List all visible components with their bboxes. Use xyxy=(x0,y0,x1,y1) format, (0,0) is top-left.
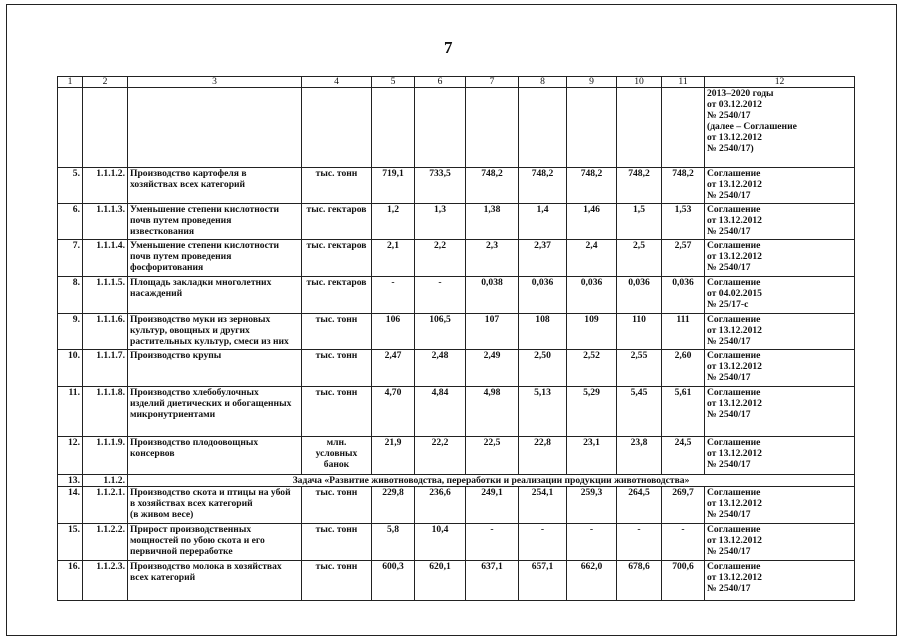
note-cell xyxy=(705,204,855,240)
header-cell: 11 xyxy=(662,77,705,88)
note-cell-line: Соглашение xyxy=(707,561,761,572)
indicator-name xyxy=(128,204,302,240)
row-number: 7. xyxy=(58,240,83,277)
indicator-name-line: хозяйствах всех категорий xyxy=(130,179,246,190)
value-cell: 0,036 xyxy=(519,277,567,314)
value-cell: 22,5 xyxy=(466,437,519,475)
empty-cell xyxy=(466,88,519,168)
indicator-name-line: культур, овощных и других xyxy=(130,325,250,336)
row-number: 14. xyxy=(58,487,83,524)
unit-cell xyxy=(302,487,372,524)
header-cell: 5 xyxy=(372,77,415,88)
note-cell-line: от 13.12.2012 xyxy=(707,179,762,190)
value-cell: 107 xyxy=(466,314,519,350)
note-cell xyxy=(705,88,855,168)
indicator-name-line: Производство картофеля в xyxy=(130,168,247,179)
table-row xyxy=(58,204,855,240)
note-cell-line: от 13.12.2012 xyxy=(707,448,762,459)
indicator-name xyxy=(128,314,302,350)
value-cell: 1,2 xyxy=(372,204,415,240)
note-cell-line: Соглашение xyxy=(707,314,761,325)
row-number: 15. xyxy=(58,524,83,561)
value-cell: - xyxy=(466,524,519,561)
header-cell: 1 xyxy=(58,77,83,88)
value-cell: 4,98 xyxy=(466,387,519,437)
indicator-name-line: Производство плодоовощных xyxy=(130,437,259,448)
row-number: 9. xyxy=(58,314,83,350)
unit-cell-line: млн. xyxy=(326,437,347,448)
note-cell xyxy=(705,487,855,524)
value-cell: 0,036 xyxy=(617,277,662,314)
note-cell-line: от 13.12.2012 xyxy=(707,251,762,262)
value-cell: - xyxy=(372,277,415,314)
value-cell: 110 xyxy=(617,314,662,350)
empty-cell xyxy=(662,88,705,168)
value-cell: 111 xyxy=(662,314,705,350)
note-cell-line: от 13.12.2012 xyxy=(707,361,762,372)
row-code: 1.1.1.4. xyxy=(83,240,128,277)
indicator-name-line: Производство молока в хозяйствах xyxy=(130,561,282,572)
row-code: 1.1.1.8. xyxy=(83,387,128,437)
row-number: 6. xyxy=(58,204,83,240)
row-code: 1.1.2.1. xyxy=(83,487,128,524)
note-cell-line: № 2540/17 xyxy=(707,409,751,420)
indicator-name xyxy=(128,350,302,387)
value-cell: 700,6 xyxy=(662,561,705,601)
unit-cell xyxy=(302,314,372,350)
value-cell: 1,38 xyxy=(466,204,519,240)
note-cell-line: от 13.12.2012 xyxy=(707,215,762,226)
unit-cell xyxy=(302,240,372,277)
indicator-name xyxy=(128,277,302,314)
value-cell: 259,3 xyxy=(567,487,617,524)
indicator-name-line: первичной переработке xyxy=(130,546,233,557)
row-code: 1.1.1.9. xyxy=(83,437,128,475)
unit-cell-line: тыс. тонн xyxy=(315,314,358,325)
header-cell: 9 xyxy=(567,77,617,88)
value-cell: 229,8 xyxy=(372,487,415,524)
note-cell-line: Соглашение xyxy=(707,387,761,398)
empty-cell xyxy=(567,88,617,168)
value-cell: 23,1 xyxy=(567,437,617,475)
table-row xyxy=(58,561,855,601)
value-cell: 2,52 xyxy=(567,350,617,387)
value-cell: 637,1 xyxy=(466,561,519,601)
value-cell: 600,3 xyxy=(372,561,415,601)
header-cell: 7 xyxy=(466,77,519,88)
value-cell: 22,2 xyxy=(415,437,466,475)
indicator-name-line: Прирост производственных xyxy=(130,524,252,535)
indicator-name-line: Производство хлебобулочных xyxy=(130,387,259,398)
note-cell xyxy=(705,168,855,204)
value-cell: 5,8 xyxy=(372,524,415,561)
value-cell: 2,37 xyxy=(519,240,567,277)
unit-cell-line: банок xyxy=(323,459,350,470)
empty-cell xyxy=(302,88,372,168)
indicator-name xyxy=(128,561,302,601)
value-cell: 108 xyxy=(519,314,567,350)
indicator-name xyxy=(128,524,302,561)
note-cell-line: № 2540/17 xyxy=(707,262,751,273)
value-cell: - xyxy=(567,524,617,561)
value-cell: 0,036 xyxy=(567,277,617,314)
value-cell: 249,1 xyxy=(466,487,519,524)
unit-cell-line: тыс. тонн xyxy=(315,387,358,398)
value-cell: 2,5 xyxy=(617,240,662,277)
value-cell: 5,29 xyxy=(567,387,617,437)
value-cell: 748,2 xyxy=(617,168,662,204)
note-cell-line: № 2540/17 xyxy=(707,546,751,557)
header-cell: 2 xyxy=(83,77,128,88)
note-cell-line: от 13.12.2012 xyxy=(707,498,762,509)
indicator-name-line: микронутриентами xyxy=(130,409,216,420)
table-row xyxy=(58,314,855,350)
value-cell: 254,1 xyxy=(519,487,567,524)
note-cell-line: от 04.02.2015 xyxy=(707,288,762,299)
value-cell: 620,1 xyxy=(415,561,466,601)
value-cell: 106 xyxy=(372,314,415,350)
value-cell: 22,8 xyxy=(519,437,567,475)
value-cell: 1,53 xyxy=(662,204,705,240)
note-cell-line: от 13.12.2012 xyxy=(707,132,762,143)
value-cell: 269,7 xyxy=(662,487,705,524)
note-cell xyxy=(705,561,855,601)
indicator-name-line: почв путем проведения xyxy=(130,251,232,262)
note-cell-line: от 03.12.2012 xyxy=(707,99,762,110)
value-cell: 264,5 xyxy=(617,487,662,524)
unit-cell xyxy=(302,277,372,314)
value-cell: 748,2 xyxy=(466,168,519,204)
note-cell-line: Соглашение xyxy=(707,168,761,179)
row-number: 13. xyxy=(58,475,83,487)
value-cell: - xyxy=(415,277,466,314)
row-code: 1.1.2. xyxy=(83,475,128,487)
indicator-name-line: консервов xyxy=(130,448,175,459)
note-cell-line: от 13.12.2012 xyxy=(707,535,762,546)
table-row xyxy=(58,277,855,314)
unit-cell xyxy=(302,387,372,437)
value-cell: 4,84 xyxy=(415,387,466,437)
value-cell: 24,5 xyxy=(662,437,705,475)
value-cell: 2,47 xyxy=(372,350,415,387)
empty-cell xyxy=(58,88,83,168)
indicator-name-line: известкования xyxy=(130,226,195,237)
value-cell: - xyxy=(662,524,705,561)
note-cell-line: № 2540/17 xyxy=(707,336,751,347)
row-code: 1.1.2.3. xyxy=(83,561,128,601)
page-number: 7 xyxy=(444,38,453,57)
indicator-name xyxy=(128,240,302,277)
value-cell: 2,4 xyxy=(567,240,617,277)
row-number: 5. xyxy=(58,168,83,204)
note-cell-line: № 2540/17 xyxy=(707,372,751,383)
note-cell-line: № 2540/17 xyxy=(707,190,751,201)
value-cell: 5,13 xyxy=(519,387,567,437)
value-cell: 1,3 xyxy=(415,204,466,240)
value-cell: - xyxy=(519,524,567,561)
row-number: 16. xyxy=(58,561,83,601)
value-cell: 1,5 xyxy=(617,204,662,240)
value-cell: 5,45 xyxy=(617,387,662,437)
value-cell: 2,49 xyxy=(466,350,519,387)
value-cell: 1,46 xyxy=(567,204,617,240)
value-cell: 678,6 xyxy=(617,561,662,601)
unit-cell-line: тыс. гектаров xyxy=(306,240,367,251)
unit-cell xyxy=(302,204,372,240)
table-row xyxy=(58,350,855,387)
value-cell: 2,1 xyxy=(372,240,415,277)
unit-cell-line: тыс. тонн xyxy=(315,524,358,535)
header-cell: 6 xyxy=(415,77,466,88)
note-cell-line: Соглашение xyxy=(707,204,761,215)
value-cell: 662,0 xyxy=(567,561,617,601)
value-cell: 2,50 xyxy=(519,350,567,387)
indicator-name-line: растительных культур, смеси из них xyxy=(130,336,289,347)
note-cell xyxy=(705,314,855,350)
note-cell-line: № 2540/17) xyxy=(707,143,754,154)
indicator-name-line: изделий диетических и обогащенных xyxy=(130,398,292,409)
note-cell-line: (далее – Соглашение xyxy=(707,121,797,132)
table-row xyxy=(58,487,855,524)
unit-cell xyxy=(302,561,372,601)
note-cell-line: Соглашение xyxy=(707,240,761,251)
value-cell: 21,9 xyxy=(372,437,415,475)
value-cell: 719,1 xyxy=(372,168,415,204)
task-row xyxy=(58,475,855,487)
indicator-name-line: Уменьшение степени кислотности xyxy=(130,204,280,215)
row-number: 10. xyxy=(58,350,83,387)
unit-cell xyxy=(302,524,372,561)
note-cell-line: Соглашение xyxy=(707,487,761,498)
unit-cell-line: тыс. тонн xyxy=(315,168,358,179)
note-cell-line: № 2540/17 xyxy=(707,583,751,594)
value-cell: 1,4 xyxy=(519,204,567,240)
row-code: 1.1.2.2. xyxy=(83,524,128,561)
unit-cell-line: тыс. гектаров xyxy=(306,277,367,288)
value-cell: 236,6 xyxy=(415,487,466,524)
value-cell: 657,1 xyxy=(519,561,567,601)
empty-cell xyxy=(128,88,302,168)
note-cell-line: № 2540/17 xyxy=(707,110,751,121)
empty-cell xyxy=(83,88,128,168)
unit-cell-line: условных xyxy=(315,448,358,459)
header-cell: 3 xyxy=(128,77,302,88)
indicator-name xyxy=(128,437,302,475)
empty-cell xyxy=(415,88,466,168)
value-cell: 106,5 xyxy=(415,314,466,350)
value-cell: 2,60 xyxy=(662,350,705,387)
row-number: 11. xyxy=(58,387,83,437)
empty-cell xyxy=(617,88,662,168)
note-cell-line: № 2540/17 xyxy=(707,459,751,470)
note-cell-line: 2013–2020 годы xyxy=(707,88,774,99)
row-code: 1.1.1.2. xyxy=(83,168,128,204)
note-cell-line: Соглашение xyxy=(707,277,761,288)
value-cell: 5,61 xyxy=(662,387,705,437)
indicator-name-line: Производство муки из зерновых xyxy=(130,314,271,325)
value-cell: 109 xyxy=(567,314,617,350)
table-row xyxy=(58,168,855,204)
continuation-row xyxy=(58,88,855,168)
unit-cell-line: тыс. тонн xyxy=(315,350,358,361)
unit-cell-line: тыс. тонн xyxy=(315,487,358,498)
table-row xyxy=(58,240,855,277)
value-cell: 10,4 xyxy=(415,524,466,561)
note-cell-line: Соглашение xyxy=(707,437,761,448)
header-cell: 4 xyxy=(302,77,372,88)
row-code: 1.1.1.6. xyxy=(83,314,128,350)
row-code: 1.1.1.7. xyxy=(83,350,128,387)
header-cell: 12 xyxy=(705,77,855,88)
unit-cell xyxy=(302,437,372,475)
value-cell: 2,55 xyxy=(617,350,662,387)
note-cell-line: № 2540/17 xyxy=(707,509,751,520)
note-cell-line: Соглашение xyxy=(707,350,761,361)
note-cell xyxy=(705,524,855,561)
note-cell-line: № 2540/17 xyxy=(707,226,751,237)
unit-cell-line: тыс. тонн xyxy=(315,561,358,572)
indicator-name-line: фосфоритования xyxy=(130,262,204,273)
indicators-table xyxy=(57,76,855,601)
note-cell-line: от 13.12.2012 xyxy=(707,398,762,409)
table-row xyxy=(58,437,855,475)
value-cell: 0,036 xyxy=(662,277,705,314)
note-cell xyxy=(705,240,855,277)
indicator-name-line: Площадь закладки многолетних xyxy=(130,277,272,288)
indicator-name-line: Уменьшение степени кислотности xyxy=(130,240,280,251)
indicator-name-line: насаждений xyxy=(130,288,183,299)
value-cell: 748,2 xyxy=(519,168,567,204)
header-cell: 10 xyxy=(617,77,662,88)
task-title: Задача «Развитие животноводства, переработки и реализации продукции животноводства» xyxy=(128,475,855,487)
table-row xyxy=(58,387,855,437)
note-cell xyxy=(705,277,855,314)
row-number: 12. xyxy=(58,437,83,475)
value-cell: 748,2 xyxy=(567,168,617,204)
value-cell: 0,038 xyxy=(466,277,519,314)
value-cell: 2,2 xyxy=(415,240,466,277)
note-cell-line: от 13.12.2012 xyxy=(707,325,762,336)
value-cell: 733,5 xyxy=(415,168,466,204)
value-cell: - xyxy=(617,524,662,561)
value-cell: 748,2 xyxy=(662,168,705,204)
note-cell-line: Соглашение xyxy=(707,524,761,535)
note-cell xyxy=(705,437,855,475)
value-cell: 2,3 xyxy=(466,240,519,277)
unit-cell-line: тыс. гектаров xyxy=(306,204,367,215)
indicator-name-line: всех категорий xyxy=(130,572,196,583)
indicator-name-line: мощностей по убою скота и его xyxy=(130,535,265,546)
unit-cell xyxy=(302,168,372,204)
note-cell xyxy=(705,350,855,387)
header-row xyxy=(58,77,855,88)
indicator-name-line: (в живом весе) xyxy=(130,509,194,520)
indicator-name-line: в хозяйствах всех категорий xyxy=(130,498,253,509)
indicator-name xyxy=(128,487,302,524)
note-cell xyxy=(705,387,855,437)
empty-cell xyxy=(372,88,415,168)
value-cell: 2,57 xyxy=(662,240,705,277)
value-cell: 2,48 xyxy=(415,350,466,387)
value-cell: 4,70 xyxy=(372,387,415,437)
indicator-name-line: почв путем проведения xyxy=(130,215,232,226)
indicator-name xyxy=(128,168,302,204)
empty-cell xyxy=(519,88,567,168)
indicator-name-line: Производство крупы xyxy=(130,350,222,361)
note-cell-line: № 25/17-с xyxy=(707,299,749,310)
header-cell: 8 xyxy=(519,77,567,88)
value-cell: 23,8 xyxy=(617,437,662,475)
note-cell-line: от 13.12.2012 xyxy=(707,572,762,583)
indicator-name-line: Производство скота и птицы на убой xyxy=(130,487,291,498)
table-row xyxy=(58,524,855,561)
unit-cell xyxy=(302,350,372,387)
row-code: 1.1.1.5. xyxy=(83,277,128,314)
row-number: 8. xyxy=(58,277,83,314)
indicator-name xyxy=(128,387,302,437)
row-code: 1.1.1.3. xyxy=(83,204,128,240)
